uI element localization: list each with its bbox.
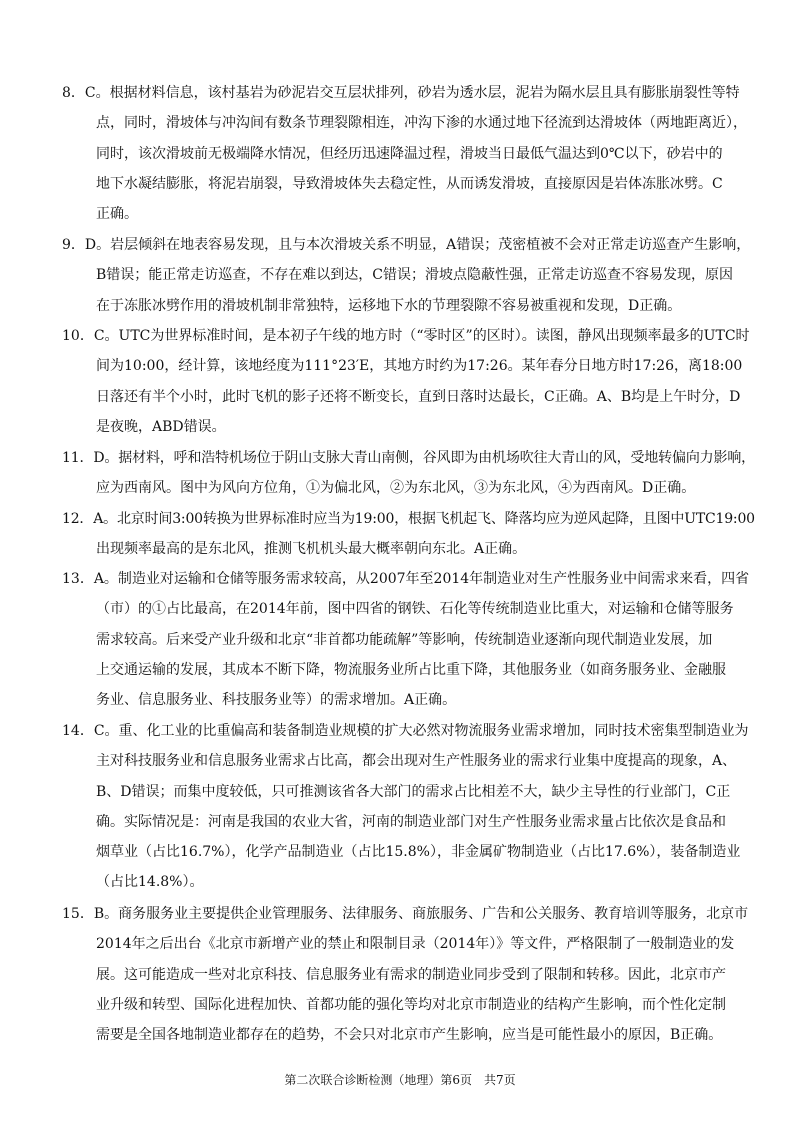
answer-q10-line-4: 是夜晚，ABD错误。: [96, 419, 226, 435]
answer-q9-line-1: 9．D。岩层倾斜在地表容易发现，且与本次滑坡关系不明显，A错误；茂密植被不会对正常走访巡查产生影响，: [62, 237, 751, 253]
answer-q14-line-6: （占比14.8%）。: [96, 874, 204, 890]
answer-q14-line-3: B、D错误；而集中度较低，只可推测该省各大部门的需求占比相差不大，缺少主导性的行业部门，C正: [96, 784, 731, 800]
answer-q12-line-2: 出现频率最高的是东北风，推测飞机机头最大概率朝向东北。A正确。: [96, 541, 527, 557]
answer-q11-line-1: 11．D。据材料，呼和浩特机场位于阴山支脉大青山南侧，谷风即为由机场吹往大青山的风，受地转偏向力影响，: [62, 450, 756, 466]
answer-q13-line-5: 务业、信息服务业、科技服务业等）的需求增加。A正确。: [96, 692, 457, 708]
answer-q14-line-1: 14．C。重、化工业的比重偏高和装备制造业规模的扩大必然对物流服务业需求增加，同时技术密集型制造业为: [62, 723, 749, 739]
answer-q14-line-4: 确。实际情况是：河南是我国的农业大省，河南的制造业部门对生产性服务业需求量占比依次是食品和: [96, 814, 726, 830]
answer-q15-line-5: 需要是全国各地制造业都存在的趋势，不会只对北京市产生影响，应当是可能性最小的原因，B正确。: [96, 1027, 723, 1043]
answer-q10-line-3: 日落还有半个小时，此时飞机的影子还将不断变长，直到日落时达最长，C正确。A、B均是上午时分，D: [96, 389, 741, 405]
answer-q12-line-1: 12．A。北京时间3:00转换为世界标准时应当为19:00，根据飞机起飞、降落均应为逆风起降，且图中UTC19:00: [62, 511, 755, 527]
answer-q9-line-2: B错误；能正常走访巡查，不存在难以到达，C错误；滑坡点隐蔽性强，正常走访巡查不容易发现，原因: [96, 267, 733, 283]
answer-q8-line-5: 正确。: [96, 206, 138, 222]
answer-q10-line-2: 间为10:00，经计算，该地经度为111°23′E，其地方时约为17:26。某年春分日地方时17:26，离18:00: [96, 358, 743, 374]
answer-q15-line-1: 15．B。商务服务业主要提供企业管理服务、法律服务、商旅服务、广告和公关服务、教育培训等服务，北京市: [62, 906, 749, 922]
answer-q8-line-3: 同时，该次滑坡前无极端降水情况，但经历迅速降温过程，滑坡当日最低气温达到0℃以下，砂岩中的: [96, 146, 723, 162]
answer-q8-line-2: 点，同时，滑坡体与冲沟间有数条节理裂隙相连，冲沟下渗的水通过地下径流到达滑坡体（两地距离近），: [96, 115, 747, 131]
answer-q8-line-1: 8．C。根据材料信息，该村基岩为砂泥岩交互层状排列，砂岩为透水层，泥岩为隔水层且具有膨胀崩裂性等特: [62, 85, 740, 101]
answer-q8-line-4: 地下水凝结膨胀，将泥岩崩裂，导致滑坡体失去稳定性，从而诱发滑坡，直接原因是岩体冻胀冰劈。C: [96, 176, 723, 192]
answer-q10-line-1: 10．C。UTC为世界标准时间，是本初子午线的地方时（“零时区”的区时）。读图，静风出现频率最多的UTC时: [62, 328, 750, 344]
answer-q14-line-2: 主对科技服务业和信息服务业需求占比高，都会出现对生产性服务业的需求行业集中度提高的现象，A、: [96, 753, 737, 769]
answer-q9-line-3: 在于冻胀冰劈作用的滑坡机制非常独特，运移地下水的节理裂隙不容易被重视和发现，D正确。: [96, 298, 682, 314]
answer-q13-line-4: 上交通运输的发展，其成本不断下降，物流服务业所占比重下降，其他服务业（如商务服务业、金融服: [96, 662, 726, 678]
answer-q15-line-2: 2014年之后出台《北京市新增产业的禁止和限制目录（2014年）》等文件，严格限制了一般制造业的发: [96, 936, 735, 952]
page-footer: 第二次联合诊断检测（地理）第6页 共7页: [284, 1073, 516, 1087]
answer-q15-line-4: 业升级和转型、国际化进程加快、首都功能的强化等均对北京市制造业的结构产生影响，而个性化定制: [96, 997, 726, 1013]
answer-q14-line-5: 烟草业（占比16.7%），化学产品制造业（占比15.8%），非金属矿物制造业（占比17.6%），装备制造业: [96, 844, 741, 860]
answer-q13-line-1: 13．A。制造业对运输和仓储等服务需求较高，从2007年至2014年制造业对生产性服务业中间需求来看，四省: [62, 571, 750, 587]
answer-q13-line-2: （市）的①占比最高，在2014年前，图中四省的钢铁、石化等传统制造业比重大，对运输和仓储等服务: [96, 601, 734, 617]
answer-q11-line-2: 应为西南风。图中为风向方位角，①为偏北风，②为东北风，③为东北风，④为西南风。D正确。: [96, 480, 696, 496]
answer-q15-line-3: 展。这可能造成一些对北京科技、信息服务业有需求的制造业同步受到了限制和转移。因此，北京市产: [96, 967, 726, 983]
answer-q13-line-3: 需求较高。后来受产业升级和北京“非首都功能疏解”等影响，传统制造业逐渐向现代制造业发展，加: [96, 632, 713, 648]
